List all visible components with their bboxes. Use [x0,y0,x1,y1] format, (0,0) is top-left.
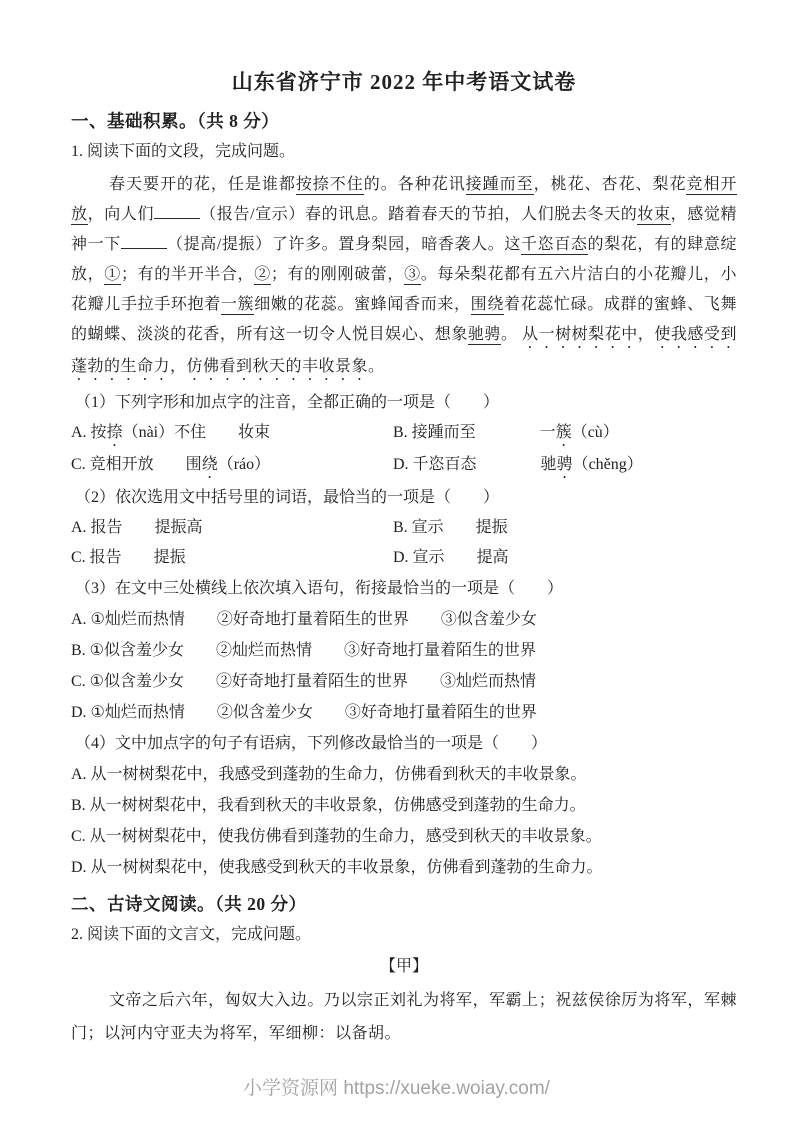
passage-jia-label: 【甲】 [379,958,428,975]
q1-4-option-d: D. 从一树树梨花中，使我感受到秋天的丰收景象，仿佛看到蓬勃的生命力。 [71,859,603,876]
question1-passage: 春天要开的花，任是谁都按捺不住的。各种花讯接踵而至，桃花、杏花、梨花竞相开放，向人们 （报告/宣示）春的讯息。踏着春天的节拍，人们脱去冬天的妆束，感觉精神一下 （提高/提振）了许多。置身梨园，暗香袭人。这千恣百态的梨花，有的肆意绽放，①；有的半开半合，②；有的刚刚破蕾，③。每朵梨花都有五六片洁白的小花瓣儿，小花瓣儿手拉手环抱着一簇细嫩的花蕊。蜜蜂闻香而来，围绕着花蕊忙碌。成群的蜜蜂、飞舞的蝴蝶、淡淡的花香，所有这一切令人悦目娱心、想象驰骋。 从一树树梨花中，使我感受到蓬勃的生命力，仿佛看到秋天的丰收景象。 [71,176,737,375]
q1-2-options [71,513,737,573]
q1-1-option-c: C. 竞相开放 围绕（ráo） [71,456,271,473]
q1-1-options [71,418,737,482]
q1-3-option-c: C. ①似含羞少女 ②好奇地打量着陌生的世界 ③灿烂而热情 [71,673,537,690]
exam-title: 山东省济宁市 2022 年中考语文试卷 [231,70,577,94]
q1-2-option-a: A. 报告 提振高 [71,519,203,536]
q1-3-stem: （3）在文中三处横线上依次填入语句，衔接最恰当的一项是（ ） [75,580,564,597]
q1-3-option-a: A. ①灿烂而热情 ②好奇地打量着陌生的世界 ③似含羞少女 [71,611,537,628]
q1-4-stem: （4）文中加点字的句子有语病，下列修改最恰当的一项是（ ） [75,735,548,752]
q1-1-option-b: B. 接踵而至 一簇（cù） [393,424,619,441]
q1-4-option-c: C. 从一树树梨花中，使我仿佛看到蓬勃的生命力，感受到秋天的丰收景象。 [71,828,602,845]
q1-1-option-a: A. 按捺（nài）不住 妆束 [71,424,271,441]
q1-4-option-b: B. 从一树树梨花中，我看到秋天的丰收景象，仿佛感受到蓬勃的生命力。 [71,797,586,814]
section1-heading: 一、基础积累。（共 8 分） [71,111,280,131]
section2-heading: 二、古诗文阅读。（共 20 分） [71,894,307,914]
q1-2-option-c: C. 报告 提振 [71,549,186,566]
q1-4-option-a: A. 从一树树梨花中，我感受到蓬勃的生命力，仿佛看到秋天的丰收景象。 [71,766,587,783]
q1-1-option-d: D. 千恣百态 驰骋（chěng） [393,456,643,473]
question2-intro: 2. 阅读下面的文言文，完成问题。 [71,926,312,943]
q1-1-stem: （1）下列字形和加点字的注音，全都正确的一项是（ ） [75,394,500,411]
question2-passage: 文帝之后六年，匈奴大入边。乃以宗正刘礼为将军，军霸上；祝兹侯徐厉为将军，军棘门；以河内守亚夫为将军，军细柳：以备胡。 [71,992,737,1042]
q1-2-option-d: D. 宣示 提高 [393,549,509,566]
q1-2-option-b: B. 宣示 提振 [393,519,508,536]
q1-3-option-b: B. ①似含羞少女 ②灿烂而热情 ③好奇地打量着陌生的世界 [71,642,537,659]
q1-3-option-d: D. ①灿烂而热情 ②似含羞少女 ③好奇地打量着陌生的世界 [71,704,537,721]
footer-site-link[interactable]: 小学资源网 https://xueke.woiay.com/ [243,1078,550,1099]
page-footer [0,1073,793,1100]
question1-intro: 1. 阅读下面的文段，完成问题。 [71,143,296,160]
q1-2-stem: （2）依次选用文中括号里的词语，最恰当的一项是（ ） [75,489,500,506]
